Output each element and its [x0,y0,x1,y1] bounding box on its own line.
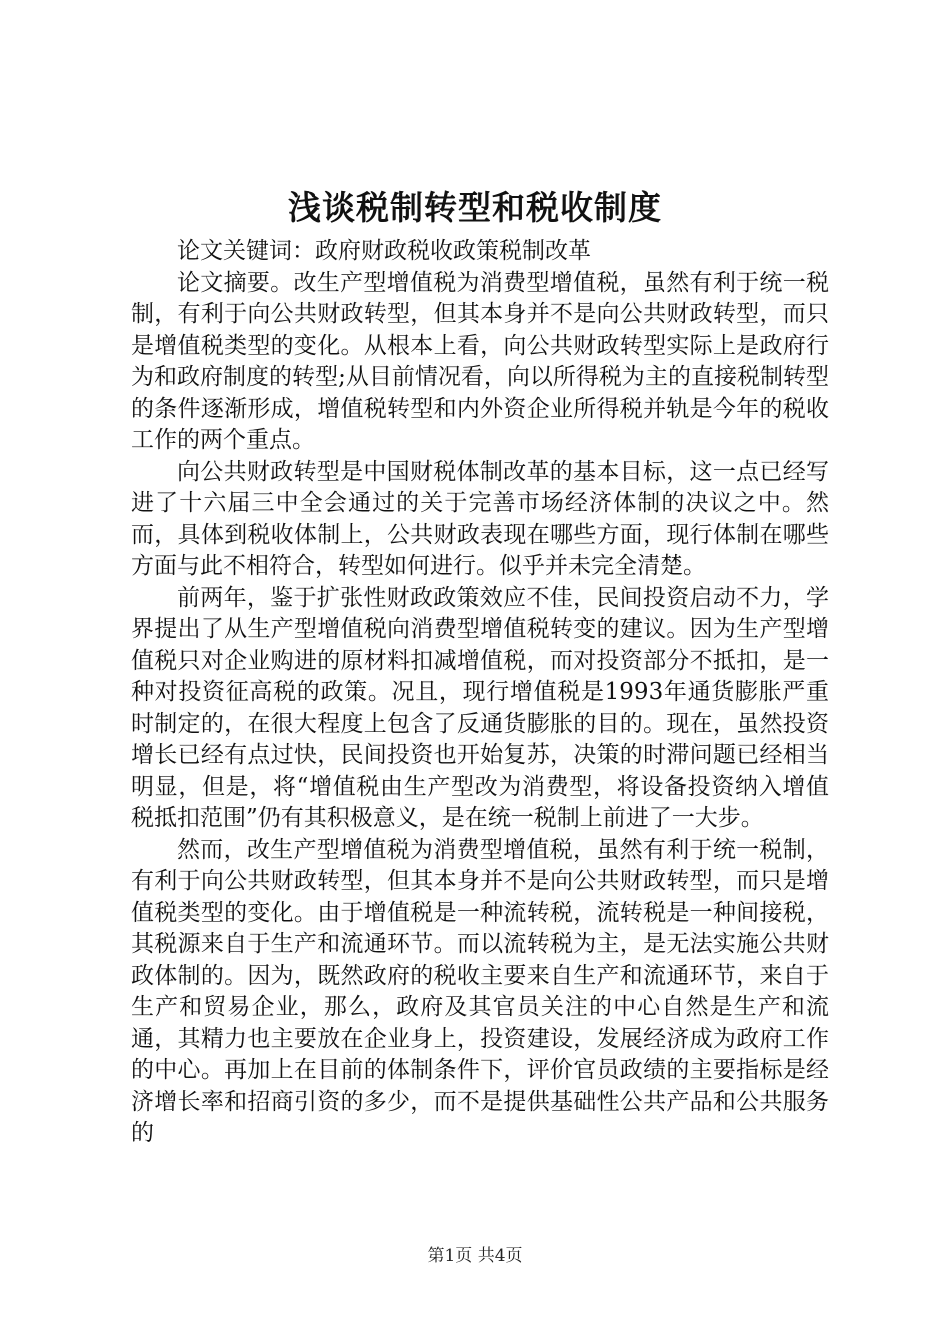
paragraph-4: 然而，改生产型增值税为消费型增值税，虽然有利于统一税制，有利于向公共财政转型，但其本身并不是向公共财政转型，而只是增值税类型的变化。由于增值税是一种流转税，流转税是一种间接税，其税源来自于生产和流通环节。而以流转税为主，是无法实施公共财政体制的。因为，既然政府的税收主要来自生产和流通环节，来自于生产和贸易企业，那么，政府及其官员关注的中心自然是生产和流通，其精力也主要放在企业身上，投资建设，发展经济成为政府工作的中心。再加上在目前的体制条件下，评价官员政绩的主要指标是经济增长率和招商引资的多少，而不是提供基础性公共产品和公共服务的 [131,836,829,1146]
keywords-line [131,236,829,268]
document-title: 浅谈税制转型和税收制度 [288,188,662,227]
page-footer [0,1244,950,1268]
paragraph-3: 前两年，鉴于扩张性财政政策效应不佳，民间投资启动不力，学界提出了从生产型增值税向消费型增值税转变的建议。因为生产型增值税只对企业购进的原材料扣减增值税，而对投资部分不抵扣，是一种对投资征高税的政策。况且，现行增值税是1993年通货膨胀严重时制定的，在很大程度上包含了反通货膨胀的目的。现在，虽然投资增长已经有点过快，民间投资也开始复苏，决策的时滞问题已经相当明显，但是，将“增值税由生产型改为消费型，将设备投资纳入增值税抵扣范围”仍有其积极意义，是在统一税制上前进了一大步。 [131,584,829,831]
paragraph-2: 向公共财政转型是中国财税体制改革的基本目标，这一点已经写进了十六届三中全会通过的关于完善市场经济体制的决议之中。然而，具体到税收体制上，公共财政表现在哪些方面，现行体制在哪些方面与此不相符合，转型如何进行。似乎并未完全清楚。 [131,458,829,579]
paragraph-abstract: 论文摘要。改生产型增值税为消费型增值税，虽然有利于统一税制，有利于向公共财政转型，但其本身并不是向公共财政转型，而只是增值税类型的变化。从根本上看，向公共财政转型实际上是政府行为和政府制度的转型;从目前情况看，向以所得税为主的直接税制转型的条件逐渐形成，增值税转型和内外资企业所得税并轨是今年的税收工作的两个重点。 [131,269,829,453]
document-body [131,236,829,1150]
keywords-label: 论文关键词： [177,238,315,264]
keywords-value: 政府财政税收政策税制改革 [315,238,591,264]
page-number: 第1页 共4页 [427,1246,523,1266]
